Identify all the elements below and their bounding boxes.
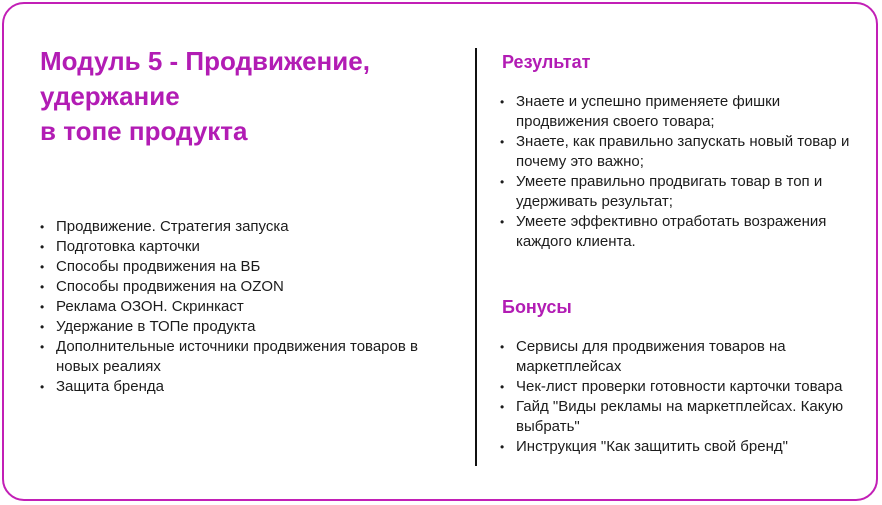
module-title-line: в топе продукта <box>40 116 248 146</box>
bonus-item: • Чек-лист проверки готовности карточки товара <box>500 377 872 397</box>
module-card <box>2 2 878 501</box>
topic-item: • Реклама ОЗОН. Скринкаст <box>40 297 450 317</box>
bonus-item: • Инструкция "Как защитить свой бренд" <box>500 437 872 457</box>
result-list <box>500 92 872 252</box>
bonuses-list <box>500 337 872 457</box>
topics-list <box>40 217 450 397</box>
result-item: • Знаете и успешно применяете фишки продвижения своего товара; <box>500 92 872 132</box>
topic-item: • Защита бренда <box>40 377 450 397</box>
result-item: • Знаете, как правильно запускать новый товар и почему это важно; <box>500 132 872 172</box>
topic-item: • Способы продвижения на ВБ <box>40 257 450 277</box>
topic-item: • Способы продвижения на OZON <box>40 277 450 297</box>
result-item: • Умеете правильно продвигать товар в топ и удерживать результат; <box>500 172 872 212</box>
column-divider <box>475 48 477 466</box>
bonuses-heading: Бонусы <box>502 297 572 317</box>
result-item: • Умеете эффективно отработать возражения каждого клиента. <box>500 212 872 252</box>
topic-item: • Удержание в ТОПе продукта <box>40 317 450 337</box>
topic-item: • Дополнительные источники продвижения товаров в новых реалиях <box>40 337 450 377</box>
module-title <box>40 44 460 149</box>
module-title-line: Модуль 5 - Продвижение, <box>40 46 370 76</box>
topic-item: • Продвижение. Стратегия запуска <box>40 217 450 237</box>
result-heading: Результат <box>502 52 591 72</box>
module-title-line: удержание <box>40 81 180 111</box>
bonus-item: • Сервисы для продвижения товаров на маркетплейсах <box>500 337 872 377</box>
bonus-item: • Гайд "Виды рекламы на маркетплейсах. Какую выбрать" <box>500 397 872 437</box>
topic-item: • Подготовка карточки <box>40 237 450 257</box>
